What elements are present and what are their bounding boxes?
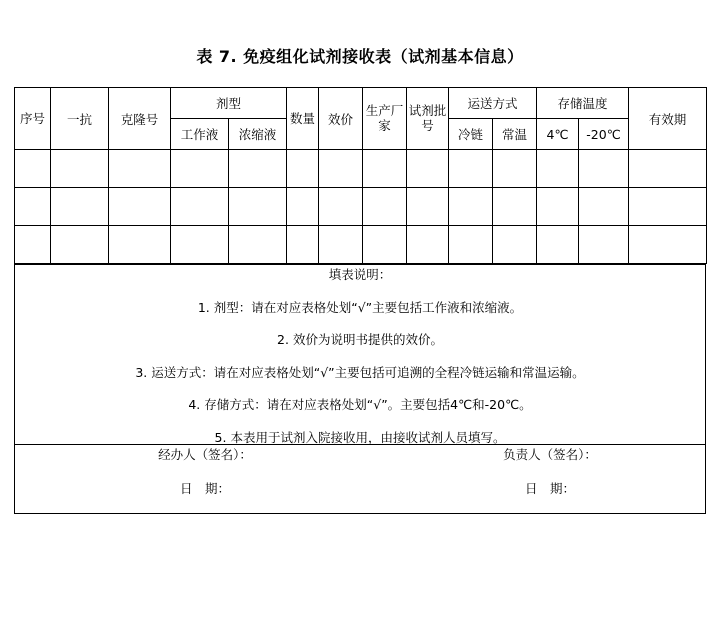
document-page <box>0 44 720 631</box>
supervisor-date-label: 日 期： <box>524 481 575 496</box>
cell-cold-chain[interactable] <box>449 188 493 226</box>
note-item-2: 2. 效价为说明书提供的效价。 <box>277 332 443 347</box>
th-serial-no <box>15 88 51 150</box>
cell-concentrated-solution[interactable] <box>229 226 287 264</box>
cell-room-temp[interactable] <box>493 188 537 226</box>
cell-batch-no[interactable] <box>407 226 449 264</box>
cell-quantity[interactable] <box>287 188 319 226</box>
th-batch-no <box>407 88 449 150</box>
cell-cold-chain[interactable] <box>449 150 493 188</box>
table-header-row-1 <box>15 88 707 119</box>
cell-temp-4c[interactable] <box>537 188 579 226</box>
table-row[interactable] <box>15 226 707 264</box>
th-dosage-form-label: 剂型 <box>216 96 242 111</box>
note-item-5: 5. 本表用于试剂入院接收用，由接收试剂人员填写。 <box>214 429 506 445</box>
cell-temp-minus20c[interactable] <box>579 150 629 188</box>
cell-clone-no[interactable] <box>109 188 171 226</box>
th-quantity-label: 数量 <box>290 110 316 126</box>
cell-batch-no[interactable] <box>407 150 449 188</box>
th-shipping-method <box>449 88 537 119</box>
cell-room-temp[interactable] <box>493 150 537 188</box>
cell-cold-chain[interactable] <box>449 226 493 264</box>
th-concentrated-solution <box>229 119 287 150</box>
cell-clone-no[interactable] <box>109 150 171 188</box>
th-storage-temperature-label: 存储温度 <box>557 96 608 111</box>
th-batch-no-label: 试剂批号 <box>408 103 447 133</box>
note-item-1: 1. 剂型：请在对应表格处划“√”主要包括工作液和浓缩液。 <box>197 299 523 315</box>
th-titer-label: 效价 <box>328 111 354 127</box>
signature-row <box>15 445 706 514</box>
notes-table <box>14 264 706 514</box>
note-item-4: 4. 存储方式：请在对应表格处划“√”。主要包括4℃和-20℃。 <box>188 397 532 412</box>
page-title: 表 7. 免疫组化试剂接收表（试剂基本信息） <box>196 47 524 66</box>
cell-concentrated-solution[interactable] <box>229 150 287 188</box>
cell-clone-no[interactable] <box>109 226 171 264</box>
th-clone-no-label: 克隆号 <box>120 111 159 127</box>
th-room-temp <box>493 119 537 150</box>
th-primary-antibody-label: 一抗 <box>66 111 92 127</box>
table-row[interactable] <box>15 188 707 226</box>
th-manufacturer-label: 生产厂家 <box>365 103 404 133</box>
note-item-3: 3. 运送方式：请在对应表格处划“√”主要包括可追溯的全程冷链运输和常温运输。 <box>135 364 585 380</box>
table-body <box>15 150 707 264</box>
cell-valid-period[interactable] <box>629 226 707 264</box>
signature-cell <box>15 445 706 514</box>
cell-titer[interactable] <box>319 226 363 264</box>
th-temp-4c-label: 4℃ <box>546 126 569 142</box>
cell-primary-antibody[interactable] <box>51 226 109 264</box>
cell-batch-no[interactable] <box>407 188 449 226</box>
notes-heading: 填表说明： <box>328 267 392 282</box>
th-storage-temperature <box>537 88 629 119</box>
th-clone-no <box>109 88 171 150</box>
th-primary-antibody <box>51 88 109 150</box>
handler-date-label: 日 期： <box>179 481 230 496</box>
th-manufacturer <box>363 88 407 150</box>
cell-manufacturer[interactable] <box>363 188 407 226</box>
cell-working-solution[interactable] <box>171 188 229 226</box>
cell-primary-antibody[interactable] <box>51 188 109 226</box>
handler-signature-label: 经办人（签名）： <box>158 447 252 462</box>
cell-serial-no[interactable] <box>15 188 51 226</box>
notes-cell <box>15 265 706 445</box>
cell-primary-antibody[interactable] <box>51 150 109 188</box>
table-row[interactable] <box>15 150 707 188</box>
signature-dates-row <box>15 479 705 497</box>
th-room-temp-label: 常温 <box>502 127 528 142</box>
cell-manufacturer[interactable] <box>363 226 407 264</box>
th-quantity <box>287 88 319 150</box>
cell-serial-no[interactable] <box>15 150 51 188</box>
th-working-solution-label: 工作液 <box>180 127 219 142</box>
th-serial-no-label: 序号 <box>19 110 45 126</box>
th-cold-chain <box>449 119 493 150</box>
cell-working-solution[interactable] <box>171 150 229 188</box>
th-working-solution <box>171 119 229 150</box>
th-temp-minus20c-label: -20℃ <box>586 126 621 142</box>
cell-quantity[interactable] <box>287 226 319 264</box>
cell-room-temp[interactable] <box>493 226 537 264</box>
th-titer <box>319 88 363 150</box>
cell-valid-period[interactable] <box>629 150 707 188</box>
cell-quantity[interactable] <box>287 150 319 188</box>
cell-manufacturer[interactable] <box>363 150 407 188</box>
th-valid-period <box>629 88 707 150</box>
cell-working-solution[interactable] <box>171 226 229 264</box>
cell-titer[interactable] <box>319 150 363 188</box>
th-cold-chain-label: 冷链 <box>458 127 484 142</box>
cell-concentrated-solution[interactable] <box>229 188 287 226</box>
reagent-receipt-table <box>14 87 707 264</box>
cell-temp-minus20c[interactable] <box>579 188 629 226</box>
th-valid-period-label: 有效期 <box>648 111 687 127</box>
th-shipping-method-label: 运送方式 <box>467 96 518 111</box>
cell-serial-no[interactable] <box>15 226 51 264</box>
notes-row <box>15 265 706 445</box>
th-temp-4c <box>537 119 579 150</box>
cell-valid-period[interactable] <box>629 188 707 226</box>
supervisor-signature-label: 负责人（签名）： <box>503 447 597 462</box>
cell-temp-4c[interactable] <box>537 226 579 264</box>
cell-temp-4c[interactable] <box>537 150 579 188</box>
th-dosage-form <box>171 88 287 119</box>
cell-titer[interactable] <box>319 188 363 226</box>
th-concentrated-solution-label: 浓缩液 <box>238 127 277 142</box>
th-temp-minus20c <box>579 119 629 150</box>
cell-temp-minus20c[interactable] <box>579 226 629 264</box>
signature-names-row <box>15 445 705 463</box>
